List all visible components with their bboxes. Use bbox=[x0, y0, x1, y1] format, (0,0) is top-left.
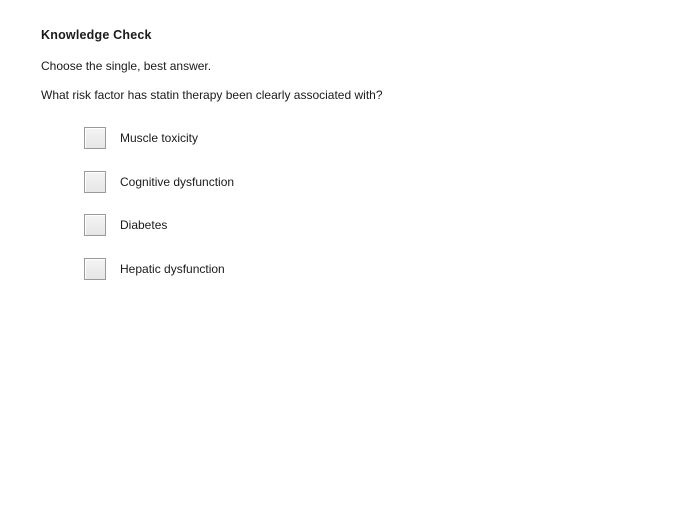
answer-option-muscle-toxicity[interactable] bbox=[84, 126, 234, 150]
answer-options bbox=[84, 126, 234, 300]
answer-label: Diabetes bbox=[120, 218, 168, 232]
answer-label: Cognitive dysfunction bbox=[120, 174, 235, 189]
answer-checkbox[interactable] bbox=[84, 258, 106, 280]
answer-label: Muscle toxicity bbox=[120, 131, 199, 145]
answer-checkbox[interactable] bbox=[84, 214, 106, 236]
answer-option-diabetes[interactable] bbox=[84, 213, 234, 237]
instruction-text: Choose the single, best answer. bbox=[41, 59, 212, 73]
question-text: What risk factor has statin therapy been clearly associated with? bbox=[41, 88, 383, 102]
answer-checkbox[interactable] bbox=[84, 171, 106, 193]
answer-checkbox[interactable] bbox=[84, 127, 106, 149]
answer-label: Hepatic dysfunction bbox=[120, 261, 225, 276]
answer-option-hepatic-dysfunction[interactable] bbox=[84, 257, 234, 281]
quiz-title: Knowledge Check bbox=[41, 28, 152, 42]
answer-option-cognitive-dysfunction[interactable] bbox=[84, 170, 234, 194]
